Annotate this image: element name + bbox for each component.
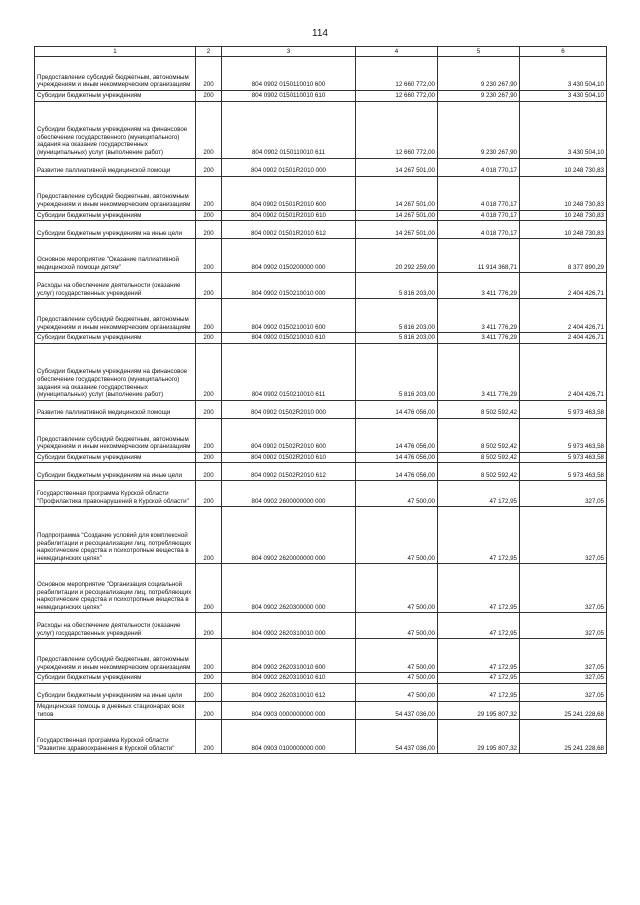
row-col4-value: 14 476 056,00 — [356, 418, 438, 452]
row-name-cell: Развитие паллиативной медицинской помощи — [35, 400, 196, 418]
row-code-cell: 804 0902 01501R2010 610 — [222, 210, 356, 221]
row-col4-value: 47 500,00 — [356, 507, 438, 564]
row-name-cell: Предоставление субсидий бюджетным, автономным учреждениям и иным некоммерческим организациям — [35, 639, 196, 673]
row-code-cell: 804 0902 01501R2010 600 — [222, 176, 356, 210]
row-col6-value: 327,05 — [520, 673, 607, 684]
row-col5-value: 9 230 267,90 — [438, 101, 520, 158]
row-grbs-cell: 200 — [196, 683, 222, 701]
table-row — [35, 239, 607, 273]
row-name-cell: Основное мероприятие "Организация социальной реабилитации и ресоциализации лиц, потребляющих наркотические средства и психотропные вещества в немедицинских целях" — [35, 564, 196, 613]
row-col6-value: 5 973 463,58 — [520, 400, 607, 418]
row-col6-value: 3 430 504,10 — [520, 57, 607, 91]
row-col4-value: 20 292 259,00 — [356, 239, 438, 273]
row-col6-value: 327,05 — [520, 683, 607, 701]
table-row — [35, 91, 607, 102]
row-col6-value: 3 430 504,10 — [520, 91, 607, 102]
row-name-cell: Предоставление субсидий бюджетным, автономным учреждениям и иным некоммерческим организациям — [35, 57, 196, 91]
row-grbs-cell: 200 — [196, 452, 222, 463]
row-code-cell: 804 0902 01502R2010 612 — [222, 463, 356, 481]
row-name-cell: Субсидии бюджетным учреждениям — [35, 91, 196, 102]
column-header: 5 — [438, 47, 520, 57]
row-name-cell: Расходы на обеспечение деятельности (оказание услуг) государственных учреждений — [35, 613, 196, 639]
row-code-cell: 804 0902 01502R2010 610 — [222, 452, 356, 463]
row-code-cell: 804 0902 0150200000 000 — [222, 239, 356, 273]
row-col5-value: 8 502 592,42 — [438, 463, 520, 481]
row-col5-value: 47 172,95 — [438, 564, 520, 613]
row-grbs-cell: 200 — [196, 221, 222, 239]
row-col4-value: 12 660 772,00 — [356, 91, 438, 102]
table-row — [35, 101, 607, 158]
row-grbs-cell: 200 — [196, 239, 222, 273]
table-row — [35, 507, 607, 564]
row-grbs-cell: 200 — [196, 639, 222, 673]
column-header: 3 — [222, 47, 356, 57]
row-col5-value: 8 502 592,42 — [438, 400, 520, 418]
row-grbs-cell: 200 — [196, 507, 222, 564]
table-row — [35, 463, 607, 481]
row-grbs-cell: 200 — [196, 343, 222, 400]
row-grbs-cell: 200 — [196, 176, 222, 210]
row-code-cell: 804 0903 0000000000 000 — [222, 701, 356, 719]
table-row — [35, 418, 607, 452]
row-col5-value: 29 195 807,32 — [438, 720, 520, 754]
row-code-cell: 804 0902 01501R2010 612 — [222, 221, 356, 239]
row-name-cell: Предоставление субсидий бюджетным, автономным учреждениям и иным некоммерческим организациям — [35, 418, 196, 452]
table-row — [35, 221, 607, 239]
page-number: 114 — [312, 28, 328, 39]
table-row — [35, 683, 607, 701]
row-code-cell: 804 0902 01502R2010 600 — [222, 418, 356, 452]
row-code-cell: 804 0902 01502R2010 000 — [222, 400, 356, 418]
row-col6-value: 327,05 — [520, 564, 607, 613]
row-col4-value: 47 500,00 — [356, 673, 438, 684]
row-grbs-cell: 200 — [196, 299, 222, 333]
row-col4-value: 14 476 056,00 — [356, 463, 438, 481]
row-name-cell: Расходы на обеспечение деятельности (оказание услуг) государственных учреждений — [35, 273, 196, 299]
row-name-cell: Субсидии бюджетным учреждениям — [35, 452, 196, 463]
row-col5-value: 47 172,95 — [438, 481, 520, 507]
row-name-cell: Предоставление субсидий бюджетным, автономным учреждениям и иным некоммерческим организациям — [35, 176, 196, 210]
row-col5-value: 4 018 770,17 — [438, 221, 520, 239]
table-row — [35, 273, 607, 299]
table-row — [35, 701, 607, 719]
row-col5-value: 9 230 267,90 — [438, 57, 520, 91]
row-col6-value: 5 973 463,58 — [520, 463, 607, 481]
column-header: 2 — [196, 47, 222, 57]
row-col5-value: 4 018 770,17 — [438, 176, 520, 210]
table-row — [35, 176, 607, 210]
table-row — [35, 613, 607, 639]
row-col6-value: 10 248 730,83 — [520, 176, 607, 210]
row-col5-value: 29 195 807,32 — [438, 701, 520, 719]
row-col5-value: 9 230 267,90 — [438, 91, 520, 102]
row-col5-value: 8 502 592,42 — [438, 452, 520, 463]
row-col5-value: 47 172,95 — [438, 613, 520, 639]
row-code-cell: 804 0903 0100000000 000 — [222, 720, 356, 754]
row-name-cell: Субсидии бюджетным учреждениям — [35, 673, 196, 684]
row-col6-value: 5 973 463,58 — [520, 452, 607, 463]
row-code-cell: 804 0902 2620310010 600 — [222, 639, 356, 673]
row-col5-value: 4 018 770,17 — [438, 210, 520, 221]
row-name-cell: Государственная программа Курской области "Развитие здравоохранения в Курской области" — [35, 720, 196, 754]
row-name-cell: Подпрограмма "Создание условий для комплексной реабилитации и ресоциализации лиц, потребляющих наркотические средства и психотропные вещества в немедицинских целях" — [35, 507, 196, 564]
row-name-cell: Предоставление субсидий бюджетным, автономным учреждениям и иным некоммерческим организациям — [35, 299, 196, 333]
row-code-cell: 804 0902 2600000000 000 — [222, 481, 356, 507]
row-col5-value: 3 411 776,29 — [438, 299, 520, 333]
row-name-cell: Субсидии бюджетным учреждениям на иные цели — [35, 683, 196, 701]
row-code-cell: 804 0902 2620300000 000 — [222, 564, 356, 613]
table-row — [35, 452, 607, 463]
row-col4-value: 47 500,00 — [356, 481, 438, 507]
row-grbs-cell: 200 — [196, 613, 222, 639]
row-col4-value: 5 816 203,00 — [356, 273, 438, 299]
row-col5-value: 3 411 776,29 — [438, 333, 520, 344]
row-grbs-cell: 200 — [196, 91, 222, 102]
table-header-row — [35, 47, 607, 57]
row-name-cell: Развитие паллиативной медицинской помощи — [35, 158, 196, 176]
row-col5-value: 47 172,95 — [438, 507, 520, 564]
row-code-cell: 804 0902 0150210010 600 — [222, 299, 356, 333]
column-header: 1 — [35, 47, 196, 57]
table-row — [35, 210, 607, 221]
table-row — [35, 299, 607, 333]
row-col6-value: 2 404 426,71 — [520, 273, 607, 299]
row-grbs-cell: 200 — [196, 273, 222, 299]
table-row — [35, 57, 607, 91]
row-col4-value: 47 500,00 — [356, 613, 438, 639]
row-col5-value: 47 172,95 — [438, 683, 520, 701]
row-code-cell: 804 0902 2620310010 000 — [222, 613, 356, 639]
row-grbs-cell: 200 — [196, 720, 222, 754]
budget-table — [34, 46, 607, 754]
row-col6-value: 10 248 730,83 — [520, 221, 607, 239]
row-col5-value: 47 172,95 — [438, 673, 520, 684]
row-grbs-cell: 200 — [196, 463, 222, 481]
row-col6-value: 2 404 426,71 — [520, 343, 607, 400]
column-header: 6 — [520, 47, 607, 57]
row-name-cell: Субсидии бюджетным учреждениям на иные цели — [35, 221, 196, 239]
row-col4-value: 5 816 203,00 — [356, 333, 438, 344]
table-row — [35, 720, 607, 754]
row-name-cell: Субсидии бюджетным учреждениям — [35, 333, 196, 344]
row-grbs-cell: 200 — [196, 210, 222, 221]
row-code-cell: 804 0902 2620000000 000 — [222, 507, 356, 564]
table-row — [35, 333, 607, 344]
row-col4-value: 5 816 203,00 — [356, 299, 438, 333]
row-name-cell: Субсидии бюджетным учреждениям на иные цели — [35, 463, 196, 481]
row-name-cell: Субсидии бюджетным учреждениям на финансовое обеспечение государственного (муниципального) задания на оказание государственных (муниципальных) услуг (выполнение работ) — [35, 101, 196, 158]
row-col5-value: 4 018 770,17 — [438, 158, 520, 176]
row-col6-value: 3 430 504,10 — [520, 101, 607, 158]
row-code-cell: 804 0902 0150110010 610 — [222, 91, 356, 102]
table-row — [35, 481, 607, 507]
row-col5-value: 3 411 776,29 — [438, 343, 520, 400]
row-col6-value: 10 248 730,83 — [520, 210, 607, 221]
row-code-cell: 804 0902 2620310010 612 — [222, 683, 356, 701]
row-col4-value: 14 267 501,00 — [356, 210, 438, 221]
table-row — [35, 343, 607, 400]
row-col4-value: 5 816 203,00 — [356, 343, 438, 400]
column-header: 4 — [356, 47, 438, 57]
row-name-cell: Медицинская помощь в дневных стационарах всех типов — [35, 701, 196, 719]
row-name-cell: Субсидии бюджетным учреждениям на финансовое обеспечение государственного (муниципального) задания на оказание государственных (муниципальных) услуг (выполнение работ) — [35, 343, 196, 400]
row-col4-value: 14 267 501,00 — [356, 158, 438, 176]
row-col5-value: 8 502 592,42 — [438, 418, 520, 452]
row-col6-value: 2 404 426,71 — [520, 333, 607, 344]
row-col4-value: 14 267 501,00 — [356, 176, 438, 210]
row-col5-value: 3 411 776,29 — [438, 273, 520, 299]
row-grbs-cell: 200 — [196, 57, 222, 91]
row-grbs-cell: 200 — [196, 701, 222, 719]
row-col6-value: 327,05 — [520, 481, 607, 507]
row-code-cell: 804 0902 01501R2010 000 — [222, 158, 356, 176]
row-grbs-cell: 200 — [196, 400, 222, 418]
row-grbs-cell: 200 — [196, 564, 222, 613]
row-col6-value: 327,05 — [520, 639, 607, 673]
row-code-cell: 804 0902 0150110010 611 — [222, 101, 356, 158]
row-col4-value: 12 660 772,00 — [356, 57, 438, 91]
row-col4-value: 47 500,00 — [356, 564, 438, 613]
row-col5-value: 11 914 368,71 — [438, 239, 520, 273]
row-col4-value: 54 437 036,00 — [356, 701, 438, 719]
row-col6-value: 25 241 228,68 — [520, 701, 607, 719]
row-name-cell: Государственная программа Курской области "Профилактика правонарушений в Курской области" — [35, 481, 196, 507]
row-col6-value: 2 404 426,71 — [520, 299, 607, 333]
row-code-cell: 804 0902 0150210010 000 — [222, 273, 356, 299]
row-col4-value: 47 500,00 — [356, 683, 438, 701]
row-name-cell: Основное мероприятие "Оказание паллиативной медицинской помощи детям" — [35, 239, 196, 273]
row-grbs-cell: 200 — [196, 481, 222, 507]
row-col6-value: 327,05 — [520, 507, 607, 564]
row-col4-value: 47 500,00 — [356, 639, 438, 673]
row-col6-value: 25 241 228,68 — [520, 720, 607, 754]
table-row — [35, 400, 607, 418]
row-col6-value: 10 248 730,83 — [520, 158, 607, 176]
row-grbs-cell: 200 — [196, 333, 222, 344]
table-row — [35, 158, 607, 176]
row-col5-value: 47 172,95 — [438, 639, 520, 673]
table-row — [35, 564, 607, 613]
table-body — [35, 57, 607, 754]
row-col4-value: 14 476 056,00 — [356, 452, 438, 463]
table-row — [35, 673, 607, 684]
row-grbs-cell: 200 — [196, 418, 222, 452]
row-col4-value: 12 660 772,00 — [356, 101, 438, 158]
row-col6-value: 5 973 463,58 — [520, 418, 607, 452]
row-col6-value: 8 377 890,29 — [520, 239, 607, 273]
row-grbs-cell: 200 — [196, 158, 222, 176]
row-code-cell: 804 0902 0150210010 610 — [222, 333, 356, 344]
row-col6-value: 327,05 — [520, 613, 607, 639]
row-name-cell: Субсидии бюджетным учреждениям — [35, 210, 196, 221]
row-code-cell: 804 0902 0150210010 611 — [222, 343, 356, 400]
row-col4-value: 14 267 501,00 — [356, 221, 438, 239]
row-grbs-cell: 200 — [196, 101, 222, 158]
row-grbs-cell: 200 — [196, 673, 222, 684]
table-row — [35, 639, 607, 673]
row-code-cell: 804 0902 0150110010 600 — [222, 57, 356, 91]
row-col4-value: 14 476 056,00 — [356, 400, 438, 418]
row-col4-value: 54 437 036,00 — [356, 720, 438, 754]
row-code-cell: 804 0902 2620310010 610 — [222, 673, 356, 684]
